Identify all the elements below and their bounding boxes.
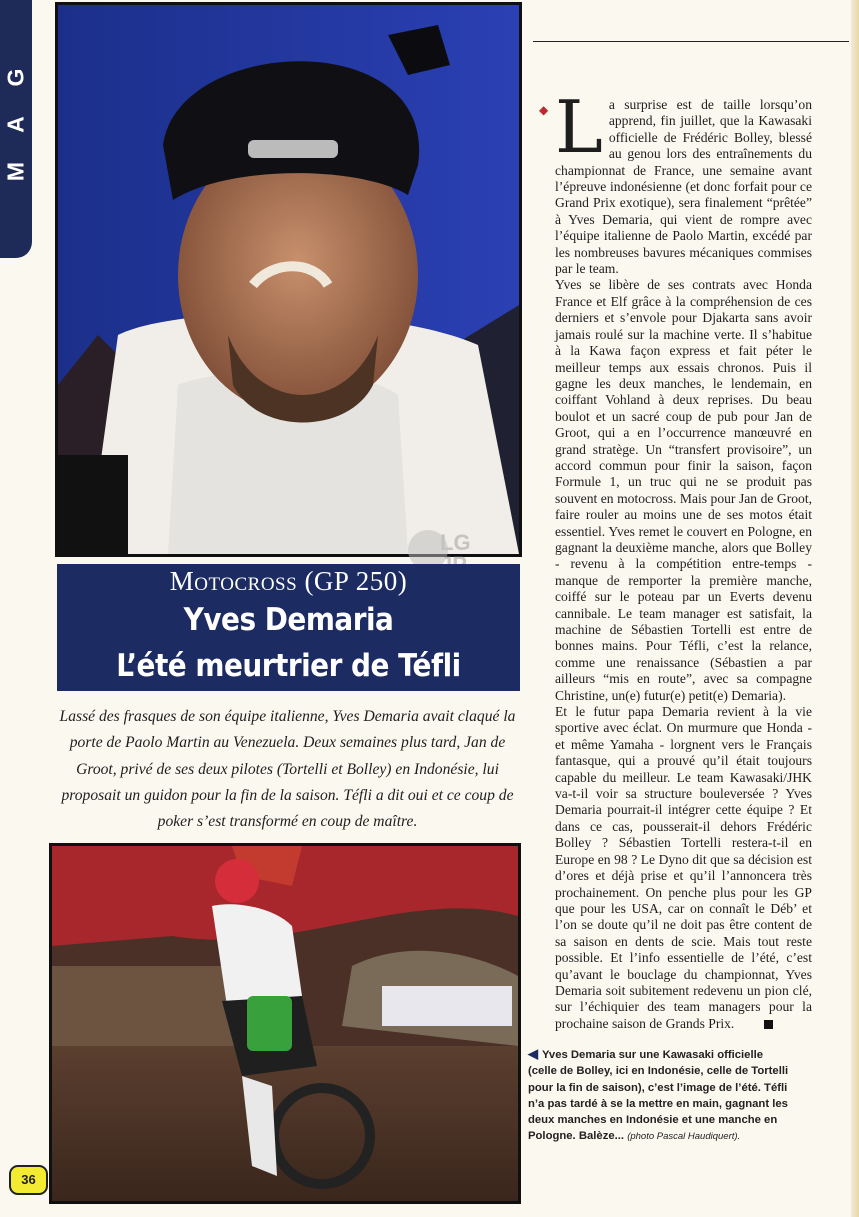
section-tab-letter: G (2, 68, 29, 87)
section-tab-mag (0, 0, 32, 258)
photo-credit: (photo Pascal Haudiquert). (627, 1131, 741, 1143)
caption-arrow-icon: ◀ (528, 1046, 538, 1061)
article-paragraph: Yves se libère de ses contrats avec Honda France et Elf grâce à la compréhension de ces derniers et s’envole pour Djakarta sans avoir jamais roulé sur la machine verte. Il s’habitue à la Kawa façon express et fait péter le meilleur temps aux essais chronos. Puis il gagne les deux manches, le lendemain, en coiffant Vohland à deux reprises. Du beau boulot et un sacré coup de pub pour Jan de Groot, qui a en l’occurrence manœuvré en grand stratège. Un “transfert provisoire”, un accord commun pour finir la saison, façon Formule 1, un truc qui ne se produit pas souvent en motocross. Mais pour Jan de Groot, faire rouler au moins une de ses motos était essentiel. Yves remet le couvert en Pologne, en gagnant la deuxième manche, alors que Bolley - revenu à la compétition entre-temps - manque de remporter la première manche, coiffé sur le poteau par un Everts devenu cannibale. Le team manager est satisfait, la machine de Sébastien Tortelli est entre de bonnes mains. Pour Téfli, c’est la relance, comme une renaissance (Sébastien a par ailleurs “mis en route”, avec sa compagne Christine, un(e) futur(e) petit(e) Demaria). (555, 277, 812, 703)
title-banner (57, 564, 520, 691)
page-number: 36 (9, 1165, 48, 1195)
article-paragraph: La surprise est de taille lorsqu’on apprend, fin juillet, que la Kawasaki officielle de Frédéric Bolley, blessé au genou lors des entraînements du championnat de France, une semaine avant l’épreuve indonésienne (et donc forfait pour ce Grand Prix exotique), sera finalement “prêtée” à Yves Demaria, qui vient de rompre avec l’équipe italienne de Paolo Martin, excédé par les nombreuses bavures mécaniques commises par le team. (555, 85, 812, 277)
bullet-icon: ◆ (539, 103, 549, 117)
article-body (555, 85, 812, 1032)
svg-text:LG: LG (440, 530, 471, 555)
article-intro: Lassé des frasques de son équipe italienne, Yves Demaria avait claqué la porte de Paolo Martin au Venezuela. Deux semaines plus tard, Jan de Groot, privé de ses deux pilotes (Tortelli et Bolley) en Indonésie, lui proposait un guidon pour la fin de la saison. Téfli a dit oui et ce coup de poker s’est transformé en coup de maître. (59, 708, 516, 831)
section-tab-letter: M (2, 161, 29, 182)
section-tab-letter: A (2, 116, 29, 133)
caption-text: Yves Demaria sur une Kawasaki officielle (celle de Bolley, ici en Indonésie, celle de Tortelli pour la fin de saison), c’est l’image de l’été. Téfli n’a pas tardé à se la mettre en main, gagnant les deux manches en Indonésie et une manche en Pologne. Balèze... (528, 1049, 789, 1143)
column-rule (533, 41, 849, 42)
portrait-photo (55, 2, 522, 557)
article-paragraph: Et le futur papa Demaria revient à la vie sportive avec éclat. On murmure que Honda - et même Yamaha - lorgnent vers le Français fantasque, qui a prouvé qu’il était toujours capable du meilleur. Le team Kawasaki/JHK va-t-il voir sa structure bouleversée ? Yves Demaria pourrait-il intégrer cette équipe ? Et dans ce cas, pousserait-il dehors Frédéric Bolley ? Sébastien Tortelli restera-t-il en Europe en 98 ? Le Dyno dit que sa décision est d’ores et déjà prise et qu’il l’annoncera très prochainement. On penche plus pour les GP que pour les USA, car on connaît le Déb’ et l’on se doute qu’il ne doit pas être content de sa saison en dents de scie. Mais tout reste possible. Et l’info essentielle de l’été, c’est qu’avant le bouclage du championnat, Yves Demaria soit subitement redevenu un pion clé, sur l’échiquier des team managers pour la prochaine saison de Grands Prix. (555, 704, 812, 1031)
photo-caption (528, 1046, 790, 1146)
article-subtitle: L’été meurtrier de Téfli (116, 648, 461, 684)
article-title: Yves Demaria (183, 602, 394, 638)
dropcap: L (555, 85, 603, 169)
section-kicker: Motocross (GP 250) (169, 566, 408, 596)
page-spine-edge (851, 0, 859, 1217)
action-photo (49, 843, 521, 1204)
end-of-article-icon (764, 1020, 773, 1029)
